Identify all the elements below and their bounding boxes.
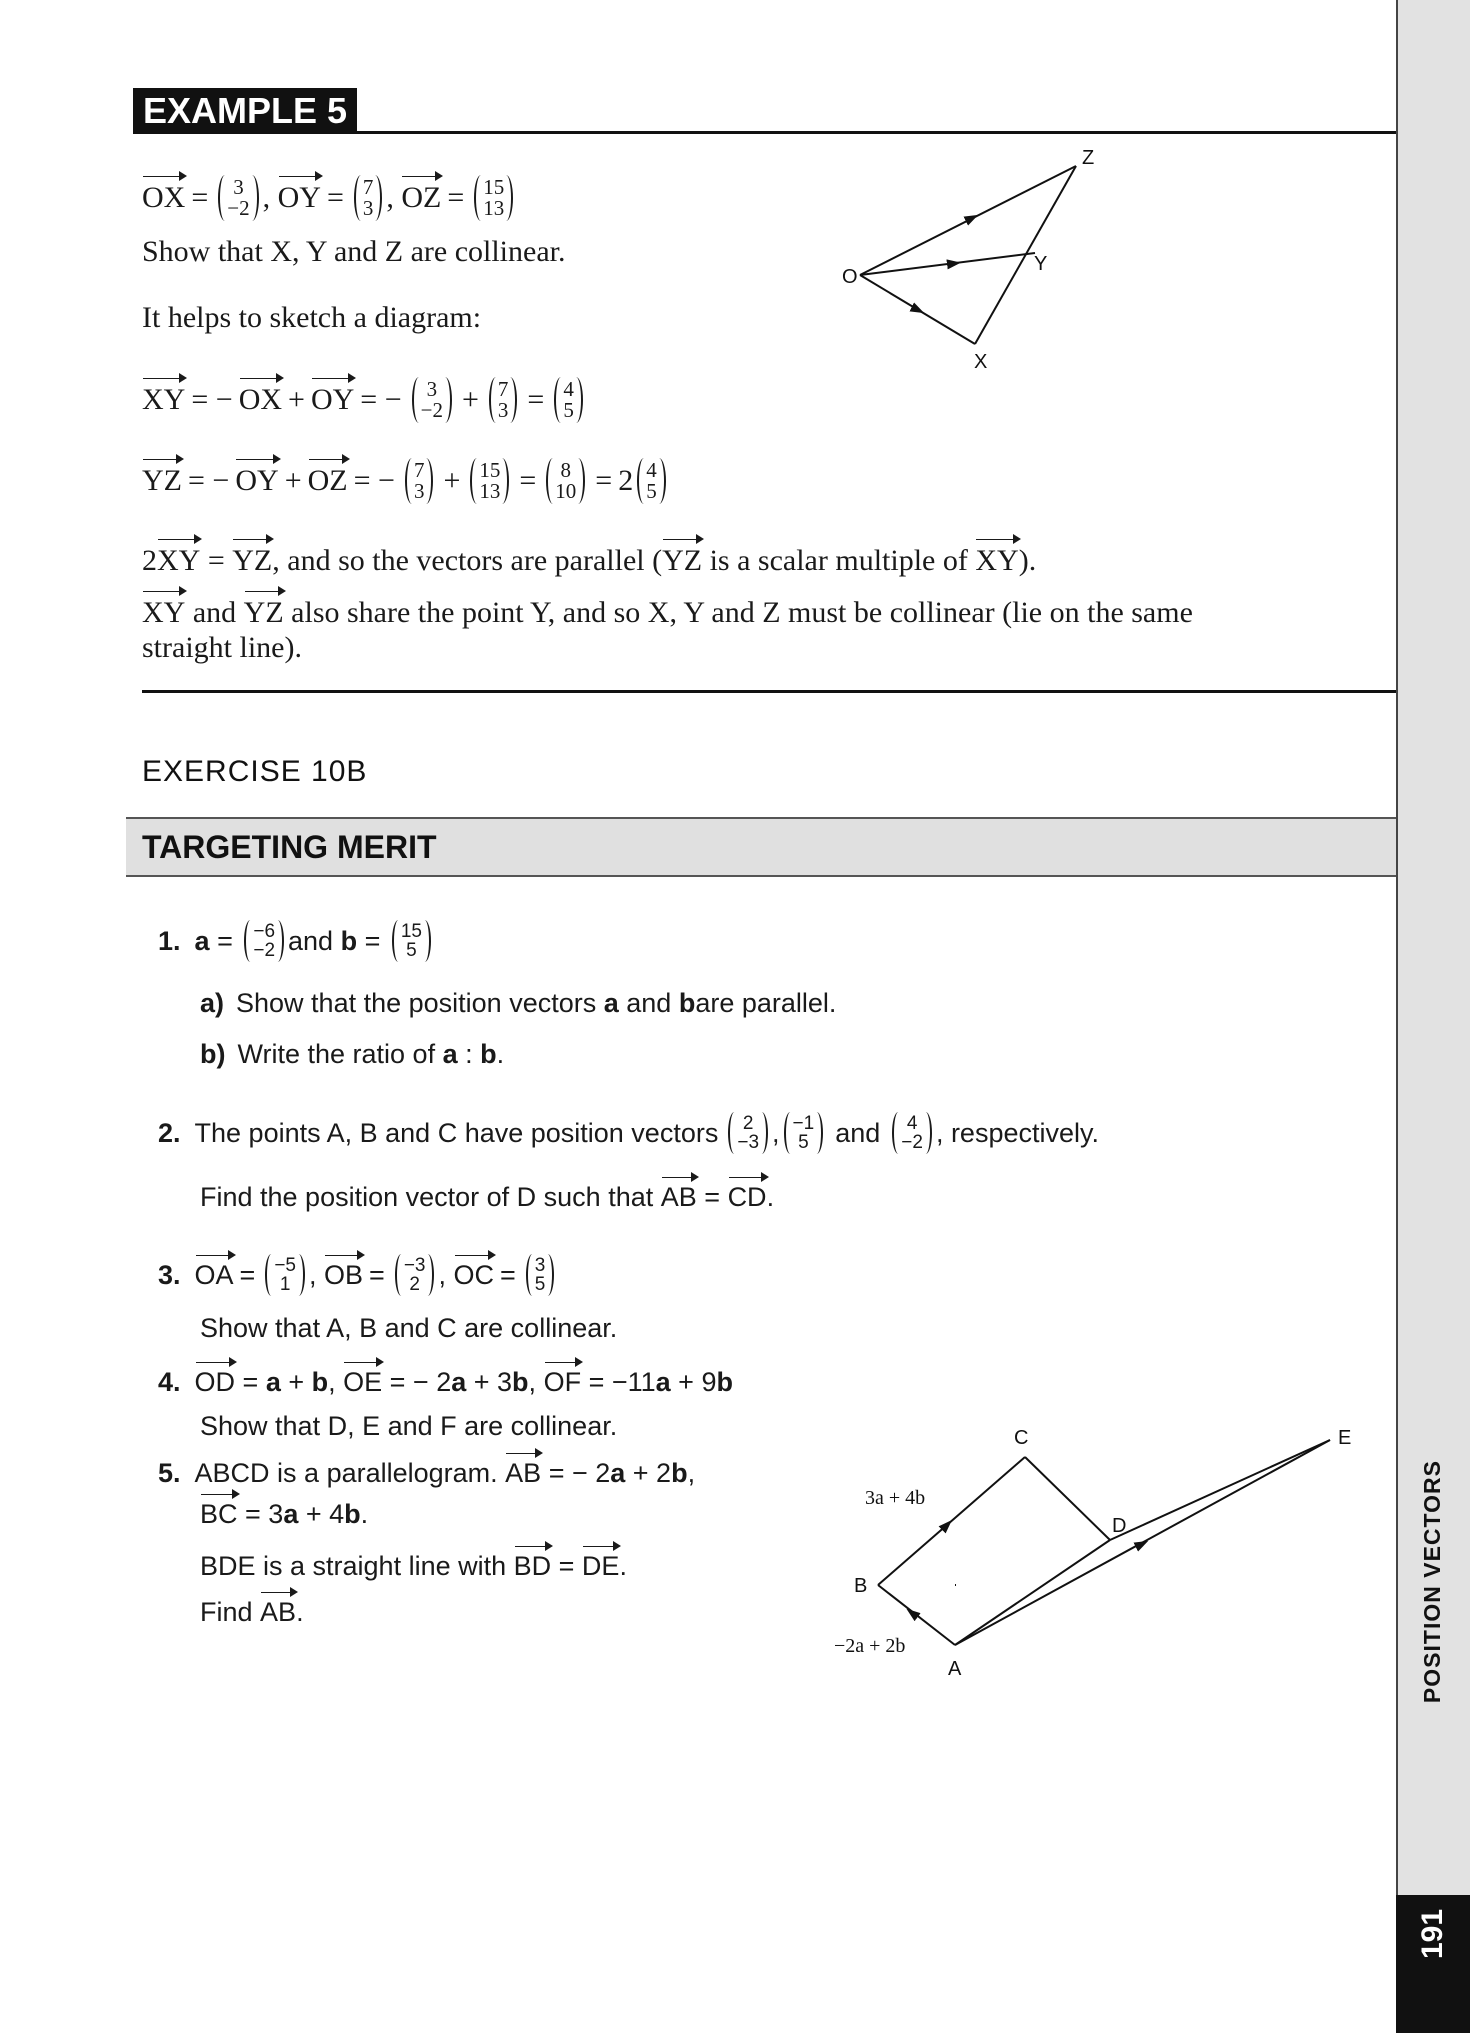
segment-cd — [1025, 1457, 1110, 1540]
given-vectors: OX = 3 −2 , OY = 7 3 , OZ = 15 13 — [142, 160, 517, 236]
col-vector: 8 10 — [546, 458, 585, 504]
vec-ox-term: OX — [238, 383, 283, 416]
example-top-rule — [133, 131, 1396, 134]
question-1a: a) Show that the position vectors a and b are parallel. — [200, 987, 837, 1018]
question-1b: b) Write the ratio of a : b . — [200, 1038, 505, 1069]
vec-oz: OZ — [401, 181, 442, 214]
vec-xy: XY — [142, 383, 186, 416]
page-number-box — [1396, 1895, 1470, 2033]
example-label: EXAMPLE 5 — [133, 88, 357, 134]
exercise-title: EXERCISE 10B — [142, 755, 368, 788]
segment-de — [1110, 1440, 1330, 1540]
yz-working: YZ = − OY + OZ = − 7 3 + 15 13 = 8 10 = 2 4 5 — [142, 443, 670, 519]
col-vector: −1 5 — [784, 1112, 824, 1154]
col-vector: 15 13 — [470, 458, 509, 504]
label-b: B — [854, 1575, 868, 1597]
question-3-line-2: Show that A, B and C are collinear. — [200, 1313, 618, 1343]
vec-oy-term: OY — [235, 464, 279, 497]
example-task: Show that X, Y and Z are collinear. — [142, 235, 566, 268]
line-xz — [975, 166, 1076, 344]
col-vector: 7 3 — [489, 377, 518, 423]
question-5: 5. ABCD is a parallelogram. AB = − 2 a + 2 b , — [158, 1457, 696, 1488]
parallelogram-outline — [954, 1505, 1112, 1582]
col-vector-b: 15 5 — [392, 920, 431, 962]
label-x: X — [974, 351, 988, 373]
question-4: 4. OD = a + b , OE = − 2 a + 3 b , OF = −11 a + 9 b — [158, 1366, 733, 1397]
vec-oy: OY — [277, 181, 321, 214]
col-vector-oz: 15 13 — [474, 175, 513, 221]
conclusion-line-1: 2 XY = YZ , and so the vectors are parallel ( YZ is a scalar multiple of XY ). — [142, 544, 1037, 577]
label-d: D — [1112, 1515, 1127, 1537]
question-2-line-2: Find the position vector of D such that AB = CD . — [200, 1181, 775, 1212]
question-5-line-4: Find AB . — [200, 1596, 304, 1627]
label-y: Y — [1034, 253, 1048, 275]
col-vector-oc: 3 5 — [526, 1254, 555, 1296]
arrow-oy — [950, 264, 954, 265]
section-title-vertical: POSITION VECTORS — [1419, 1460, 1445, 1704]
label-bc-vector: 3a + 4b — [865, 1487, 926, 1509]
question-3: 3. OA = −5 1 , OB = −3 2 , OC = 3 5 — [158, 1241, 558, 1309]
col-vector-ob: −3 2 — [395, 1254, 435, 1296]
label-o: O — [842, 266, 858, 288]
targeting-band: TARGETING MERIT — [126, 817, 1396, 877]
segment-ad — [955, 1540, 1110, 1645]
question-5-line-2: BC = 3 a + 4 b . — [200, 1498, 369, 1529]
col-vector: 2 −3 — [728, 1112, 768, 1154]
col-vector-oy: 7 3 — [354, 175, 383, 221]
vec-yz: YZ — [142, 464, 182, 497]
col-vector-a: −6 −2 — [244, 920, 284, 962]
label-e: E — [1338, 1427, 1352, 1449]
label-z: Z — [1082, 147, 1095, 169]
example-bottom-rule — [142, 690, 1396, 693]
question-1: 1. a = −6 −2 and b = 15 5 — [158, 907, 435, 975]
col-vector: 3 −2 — [412, 377, 452, 423]
label-ab-vector: −2a + 2b — [834, 1635, 906, 1657]
parallelogram-diagram — [820, 1420, 1360, 1690]
page-number: 191 — [1416, 1908, 1449, 1960]
side-ab — [954, 1582, 955, 1583]
col-vector-result: 4 5 — [637, 458, 666, 504]
segment-bc — [878, 1457, 1025, 1585]
label-a: A — [948, 1658, 962, 1680]
conclusion-line-2: XY and YZ also share the point Y, and so X, Y and Z must be collinear (lie on the same — [142, 596, 1193, 629]
scalar-k: 2 — [618, 464, 634, 497]
col-vector: 4 −2 — [892, 1112, 932, 1154]
collinear-diagram — [830, 140, 1130, 380]
question-5-line-3: BDE is a straight line with BD = DE . — [200, 1550, 627, 1581]
segment-ae — [955, 1440, 1330, 1645]
vec-ox: OX — [142, 181, 186, 214]
vec-oz-term: OZ — [307, 464, 348, 497]
example-hint: It helps to sketch a diagram: — [142, 301, 482, 334]
col-vector-result: 4 5 — [554, 377, 583, 423]
arrow-bc — [944, 1525, 947, 1528]
col-vector-ox: 3 −2 — [218, 175, 258, 221]
col-vector-oa: −5 1 — [265, 1254, 305, 1296]
question-2: 2. The points A, B and C have position vectors 2 −3 , −1 5 and 4 −2 , respectively. — [158, 1113, 1099, 1153]
xy-working: XY = − OX + OY = − 3 −2 + 7 3 = 4 5 — [142, 362, 587, 438]
vec-oy-term: OY — [310, 383, 355, 416]
col-vector: 7 3 — [405, 458, 434, 504]
label-c: C — [1014, 1427, 1029, 1449]
side-a-b — [954, 1582, 955, 1583]
line-oy — [860, 253, 1035, 275]
conclusion-line-3: straight line). — [142, 631, 302, 664]
question-4-line-2: Show that D, E and F are collinear. — [200, 1411, 618, 1441]
